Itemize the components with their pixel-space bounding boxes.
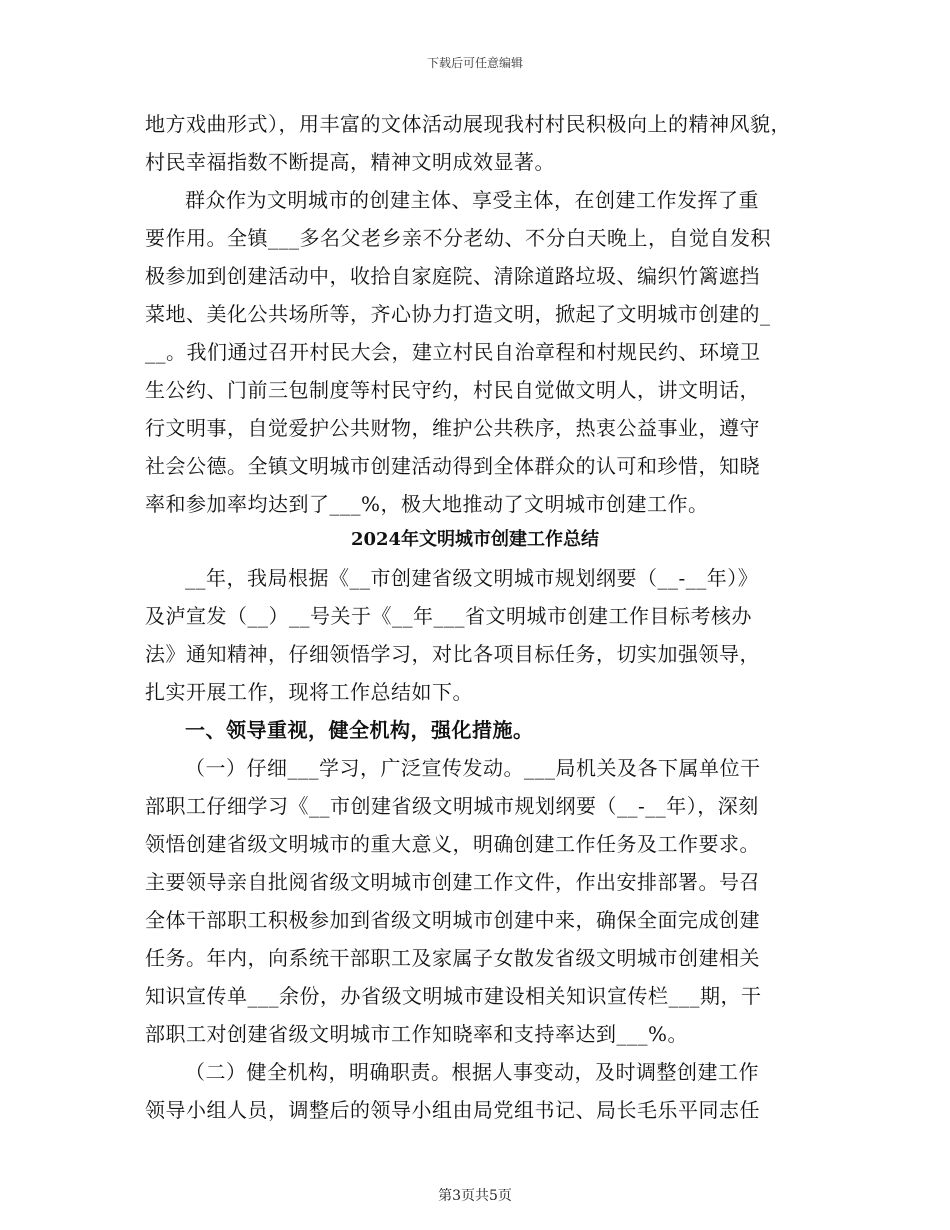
body-line: __。我们通过召开村民大会，建立村民自治章程和村规民约、环境卫 xyxy=(145,340,761,364)
body-line: 菜地、美化公共场所等，齐心协力打造文明，掀起了文明城市创建的_ xyxy=(145,302,771,326)
body-line: 领悟创建省级文明城市的重大意义，明确创建工作任务及工作要求。 xyxy=(145,832,760,856)
body-line: 扎实开展工作，现将工作总结如下。 xyxy=(145,680,473,704)
page-header-note: 下载后可任意编辑 xyxy=(426,56,523,70)
body-line: 主要领导亲自批阅省级文明城市创建工作文件，作出安排部署。号召 xyxy=(145,870,760,894)
body-line: 群众作为文明城市的创建主体、享受主体，在创建工作发挥了重 xyxy=(185,188,759,212)
body-line: 部职工仔细学习《__市创建省级文明城市规划纲要（__-__年），深刻 xyxy=(145,794,759,818)
body-line: 社会公德。全镇文明城市创建活动得到全体群众的认可和珍惜，知晓 xyxy=(145,454,760,478)
body-line: 任务。年内，向系统干部职工及家属子女散发省级文明城市创建相关 xyxy=(145,946,760,970)
body-line: （二）健全机构，明确职责。根据人事变动，及时调整创建工作 xyxy=(185,1060,759,1084)
body-line: 知识宣传单___余份，办省级文明城市建设相关知识宣传栏___期，干 xyxy=(145,984,762,1008)
body-line: __年，我局根据《__市创建省级文明城市规划纲要（__-__年）》 xyxy=(185,566,759,590)
body-line: 及泸宣发（__）__号关于《__年___省文明城市创建工作目标考核办 xyxy=(145,604,752,628)
body-line: 地方戏曲形式），用丰富的文体活动展现我村村民积极向上的精神风貌， xyxy=(145,112,791,136)
section-heading: 一、领导重视，健全机构，强化措施。 xyxy=(185,718,534,742)
body-line: 率和参加率均达到了___%，极大地推动了文明城市创建工作。 xyxy=(145,492,709,516)
document-title: 2024年文明城市创建工作总结 xyxy=(350,529,600,550)
body-line: 村民幸福指数不断提高，精神文明成效显著。 xyxy=(145,150,555,174)
body-line: 生公约、门前三包制度等村民守约，村民自觉做文明人，讲文明话， xyxy=(145,378,760,402)
body-line: 法》通知精神，仔细领悟学习，对比各项目标任务，切实加强领导， xyxy=(145,642,760,666)
page-number: 第3页共5页 xyxy=(438,1188,512,1204)
body-line: 要作用。全镇___多名父老乡亲不分老幼、不分白天晚上，自觉自发积 xyxy=(145,226,771,250)
body-line: （一）仔细___学习，广泛宣传发动。___局机关及各下属单位干 xyxy=(185,756,761,780)
body-line: 部职工对创建省级文明城市工作知晓率和支持率达到___%。 xyxy=(145,1022,689,1046)
body-line: 行文明事，自觉爱护公共财物，维护公共秩序，热衷公益事业，遵守 xyxy=(145,416,760,440)
body-line: 领导小组人员，调整后的领导小组由局党组书记、局长毛乐平同志任 xyxy=(145,1098,760,1122)
body-line: 全体干部职工积极参加到省级文明城市创建中来，确保全面完成创建 xyxy=(145,908,760,932)
body-line: 极参加到创建活动中，收拾自家庭院、清除道路垃圾、编织竹篱遮挡 xyxy=(145,264,760,288)
